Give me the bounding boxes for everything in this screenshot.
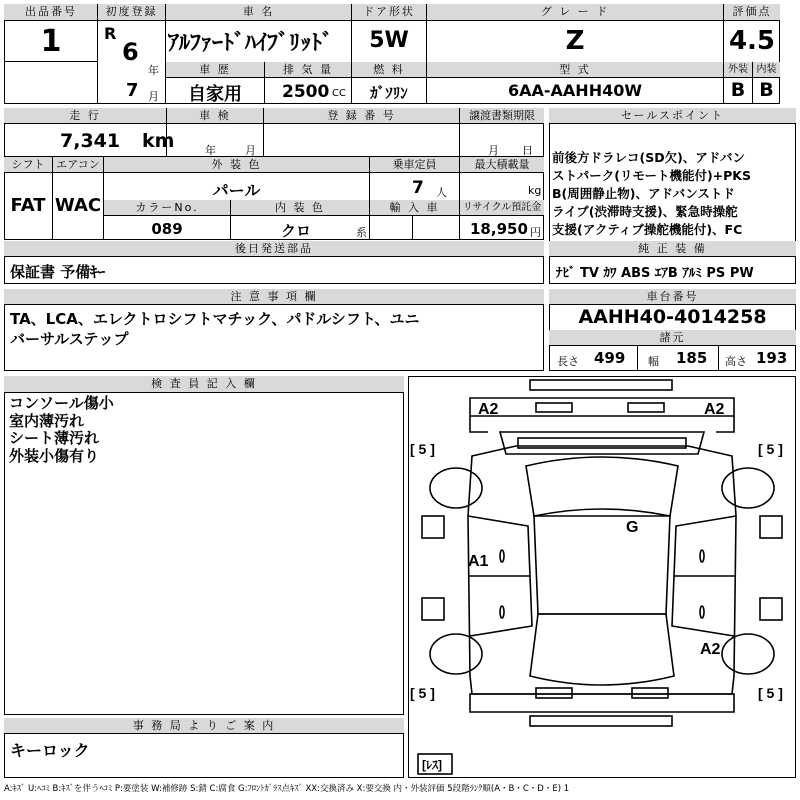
mark-rear-right: A2	[700, 641, 721, 658]
name-label: 車 名	[166, 4, 351, 21]
handover-month-unit: 月	[488, 144, 499, 157]
interior-grade: B	[759, 79, 774, 101]
year-unit: 年	[148, 64, 159, 77]
score: 4.5	[728, 26, 776, 56]
mark-side-left: A1	[468, 553, 489, 570]
model-label: 型 式	[427, 62, 723, 78]
chassis-number: AAHH40-4014258	[578, 306, 767, 328]
chassis-label: 車台番号	[549, 289, 796, 305]
spec-label: 諸元	[549, 330, 796, 346]
model: 6AA-AAHH40W	[508, 81, 642, 100]
mark-roof: G	[626, 519, 639, 536]
capacity-label: 乗車定員	[370, 157, 459, 173]
equipment-item: ｶﾜ	[603, 266, 617, 281]
history: 自家用	[188, 84, 242, 105]
height-label: 高さ	[725, 355, 747, 368]
handover-day-unit: 日	[522, 144, 533, 157]
length: 499	[594, 349, 626, 367]
office-label: 事 務 局 よ り ご 案 内	[4, 718, 404, 734]
width: 185	[676, 349, 708, 367]
later-items: 保証書 予備ｷｰ	[10, 263, 106, 281]
later-items-label: 後日発送部品	[4, 241, 544, 257]
exterior-label: 外装	[724, 62, 752, 78]
reg-year: 6	[122, 38, 139, 66]
height: 193	[756, 349, 788, 367]
equipment-item: PW	[729, 266, 754, 281]
color: パール	[212, 181, 261, 200]
mark-front-right: A2	[704, 401, 725, 418]
inspector-label: 検 査 員 記 入 欄	[4, 376, 404, 393]
lot-label: 出品番号	[4, 4, 98, 21]
color-label: 外 装 色	[104, 157, 369, 173]
door-shape: 5W	[369, 28, 409, 53]
tire-rr: [ 5 ]	[758, 685, 783, 701]
cc-unit: CC	[332, 88, 346, 99]
first-reg-label: 初度登録	[98, 4, 165, 21]
notes-line: バーサルステップ	[10, 330, 129, 348]
tire-fl: [ 5 ]	[410, 441, 435, 457]
displacement-label: 排 気 量	[265, 62, 351, 78]
shift-label: シフト	[4, 157, 52, 173]
sales-line: ライブ(渋滞時支援)、緊急時操舵	[552, 204, 738, 219]
office-note: キーロック	[10, 741, 90, 760]
notes-text	[10, 309, 419, 349]
insp-month-unit: 月	[245, 144, 256, 157]
equipment-item: TV	[580, 266, 599, 281]
equipment-item: PS	[706, 266, 726, 281]
door-label: ドア形状	[352, 4, 426, 21]
capacity: 7	[412, 178, 424, 198]
ac: WAC	[54, 195, 102, 216]
inspector-line: コンソール傷小	[9, 394, 114, 412]
import-label: 輸 入 車	[370, 200, 459, 216]
car-diagram	[408, 376, 796, 778]
color-no: 089	[151, 220, 183, 238]
width-label: 幅	[648, 355, 659, 368]
handover-label: 譲渡書類期限	[460, 108, 544, 124]
car-name: ｱﾙﾌｧｰﾄﾞﾊｲﾌﾞﾘｯﾄﾞ	[168, 31, 334, 56]
reg-no-label: 登 録 番 号	[264, 108, 459, 124]
equipment-item: ｱﾙﾐ	[682, 266, 702, 281]
insp-year-unit: 年	[205, 144, 216, 157]
legend: A:ｷｽﾞ U:ﾍｺﾐ B:ｷｽﾞを伴うﾍｺﾐ P:要塗装 W:補修跡 S:錆 C:腐食 G:ﾌﾛﾝﾄｶﾞﾗｽ点ｷｽﾞ XX:交換済み X:要交換 内・外装評価 5段階ﾗﾝｸ順(A・B・C・D・E) 1	[4, 784, 570, 794]
grade-label: グ レ ー ド	[427, 4, 723, 21]
recycle-label: リサイクル預託金	[460, 200, 544, 216]
load-unit: kg	[528, 184, 542, 197]
lot-number: 1	[40, 24, 62, 59]
int-color: クロ	[280, 222, 311, 240]
capacity-unit: 人	[436, 186, 447, 199]
inspector-notes	[9, 395, 114, 465]
km-unit: km	[142, 130, 175, 152]
era: R	[104, 24, 117, 43]
grade: Z	[565, 26, 585, 56]
sales-line: 支援(アクティブ操舵機能付)、FC	[552, 222, 743, 237]
notes-line: TA、LCA、エレクトロシフトマチック、パドルシフト、ユニ	[10, 310, 420, 328]
recycle-fee: 18,950	[470, 220, 528, 238]
inspector-line: 外装小傷有り	[9, 446, 100, 465]
sales-points-text	[552, 149, 796, 239]
notes-label: 注 意 事 項 欄	[4, 289, 544, 305]
interior-label: 内装	[753, 62, 780, 78]
equipment-item: ﾅﾋﾞ	[556, 266, 576, 281]
exterior-grade: B	[730, 79, 746, 101]
sales-line: ストパーク(リモート機能付)+PKS	[552, 168, 752, 183]
month-unit: 月	[148, 90, 159, 103]
tire-fr: [ 5 ]	[758, 441, 783, 457]
score-label: 評価点	[724, 4, 780, 21]
reg-month: 7	[126, 80, 139, 101]
mileage: 7,341	[60, 130, 121, 152]
mileage-label: 走 行	[4, 108, 166, 124]
fuel-label: 燃 料	[352, 62, 426, 78]
sales-points-label: セールスポイント	[549, 108, 796, 124]
length-label: 長さ	[557, 355, 579, 368]
fuel: ｶﾞｿﾘﾝ	[370, 84, 408, 102]
sales-line: 前後方ドラレコ(SD欠)、アドバン	[552, 150, 746, 165]
spare-tire: [ﾚｽ]	[422, 758, 442, 772]
sales-line: B(周囲静止物)、アドバンストド	[552, 186, 735, 201]
equipment-label: 純 正 装 備	[549, 241, 796, 257]
load-label: 最大積載量	[460, 157, 544, 173]
shift: FAT	[10, 195, 46, 216]
equipment-list	[556, 262, 754, 281]
inspector-line: シート薄汚れ	[9, 429, 100, 447]
ac-label: エアコン	[53, 157, 103, 173]
recycle-unit: 円	[530, 226, 541, 239]
tire-rl: [ 5 ]	[410, 685, 435, 701]
int-color-unit: 系	[356, 226, 367, 239]
history-label: 車 歴	[166, 62, 264, 78]
color-no-label: カラーNo.	[104, 200, 230, 216]
inspection-label: 車 検	[167, 108, 263, 124]
int-color-label: 内 装 色	[231, 200, 369, 216]
equipment-item: ｴｱB	[654, 266, 678, 281]
inspector-line: 室内薄汚れ	[9, 411, 85, 430]
displacement: 2500	[282, 82, 330, 102]
equipment-item: ABS	[621, 266, 651, 281]
mark-front-left: A2	[478, 401, 499, 418]
